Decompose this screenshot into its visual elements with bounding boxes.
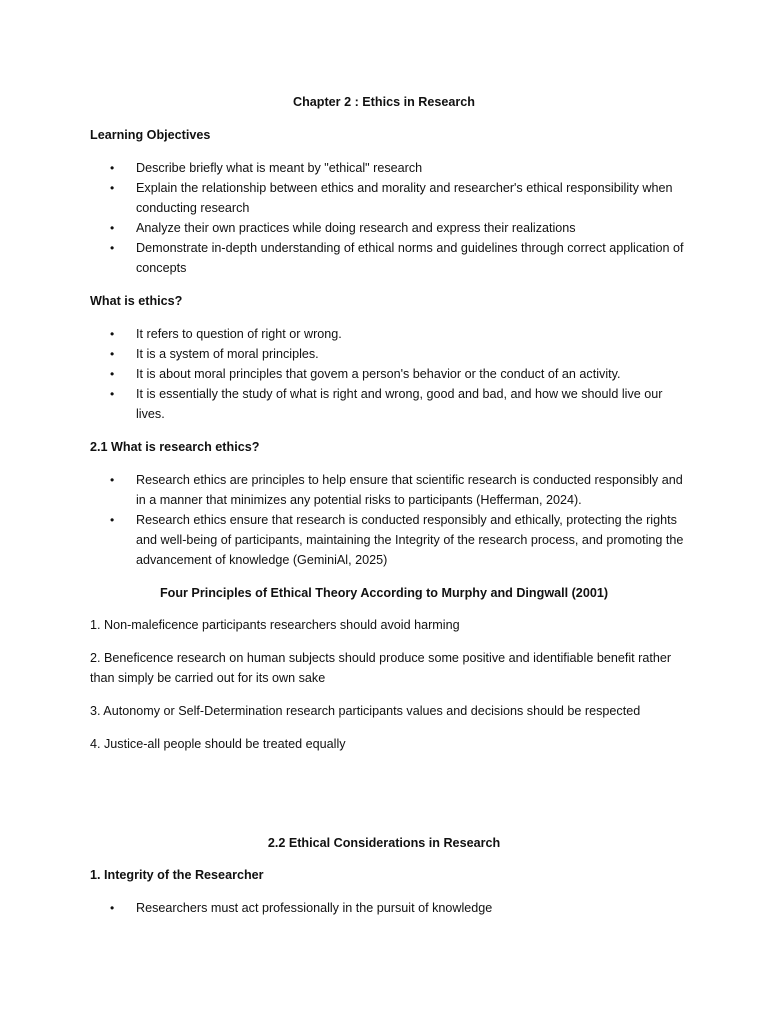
- bullet-icon: •: [110, 161, 115, 175]
- what-is-ethics-heading: What is ethics?: [90, 294, 183, 308]
- principle-paragraph: 2. Beneficence research on human subjects should produce some positive and identifiable benefit rather than simply be carried out for its own sake: [90, 651, 672, 685]
- bullet-icon: •: [110, 367, 115, 381]
- considerations-heading: 2.2 Ethical Considerations in Research: [267, 836, 501, 850]
- four-principles-heading: Four Principles of Ethical Theory According to Murphy and Dingwall (2001): [159, 586, 609, 600]
- bullet-icon: •: [110, 221, 115, 235]
- list-item: • Research ethics ensure that research is conducted responsibly and ethically, protecting the rights and well-being of participants, maintaining the Integrity of the research process, and promoting the advancement of knowledge (GeminiAl, 2025): [90, 510, 690, 570]
- bullet-icon: •: [110, 327, 115, 341]
- bullet-icon: •: [110, 513, 115, 527]
- list-item: • Demonstrate in-depth understanding of ethical norms and guidelines through correct application of concepts: [90, 238, 690, 278]
- list-item: • Research ethics are principles to help ensure that scientific research is conducted responsibly and in a manner that minimizes any potential risks to participants (Hefferman, 2024).: [90, 470, 690, 510]
- learning-objectives-list: [90, 158, 690, 278]
- bullet-icon: •: [110, 473, 115, 487]
- list-item: • Analyze their own practices while doing research and express their realizations: [90, 218, 690, 238]
- bullet-icon: •: [110, 387, 115, 401]
- research-ethics-list: [90, 470, 690, 570]
- integrity-list: [90, 898, 690, 918]
- principle-paragraph: 4. Justice-all people should be treated equally: [90, 737, 346, 751]
- bullet-icon: •: [110, 347, 115, 361]
- bullet-icon: •: [110, 241, 115, 255]
- principle-paragraph: 3. Autonomy or Self-Determination research participants values and decisions should be respected: [90, 704, 641, 718]
- list-item: • It is essentially the study of what is right and wrong, good and bad, and how we should live our lives.: [90, 384, 690, 424]
- list-item: • Researchers must act professionally in the pursuit of knowledge: [90, 898, 690, 918]
- list-item: • It refers to question of right or wrong.: [90, 324, 690, 344]
- list-item: • Describe briefly what is meant by "ethical" research: [90, 158, 690, 178]
- list-item: • Explain the relationship between ethics and morality and researcher's ethical responsibility when conducting research: [90, 178, 690, 218]
- bullet-icon: •: [110, 181, 115, 195]
- principle-paragraph: 1. Non-maleficence participants researchers should avoid harming: [90, 618, 460, 632]
- learning-objectives-heading: Learning Objectives: [90, 128, 211, 142]
- what-is-ethics-list: [90, 324, 690, 424]
- integrity-subheading: 1. Integrity of the Researcher: [90, 868, 264, 882]
- bullet-icon: •: [110, 901, 115, 915]
- list-item: • It is a system of moral principles.: [90, 344, 690, 364]
- research-ethics-heading: 2.1 What is research ethics?: [90, 440, 260, 454]
- list-item: • It is about moral principles that govem a person's behavior or the conduct of an activity.: [90, 364, 690, 384]
- chapter-title: Chapter 2 : Ethics in Research: [293, 95, 475, 109]
